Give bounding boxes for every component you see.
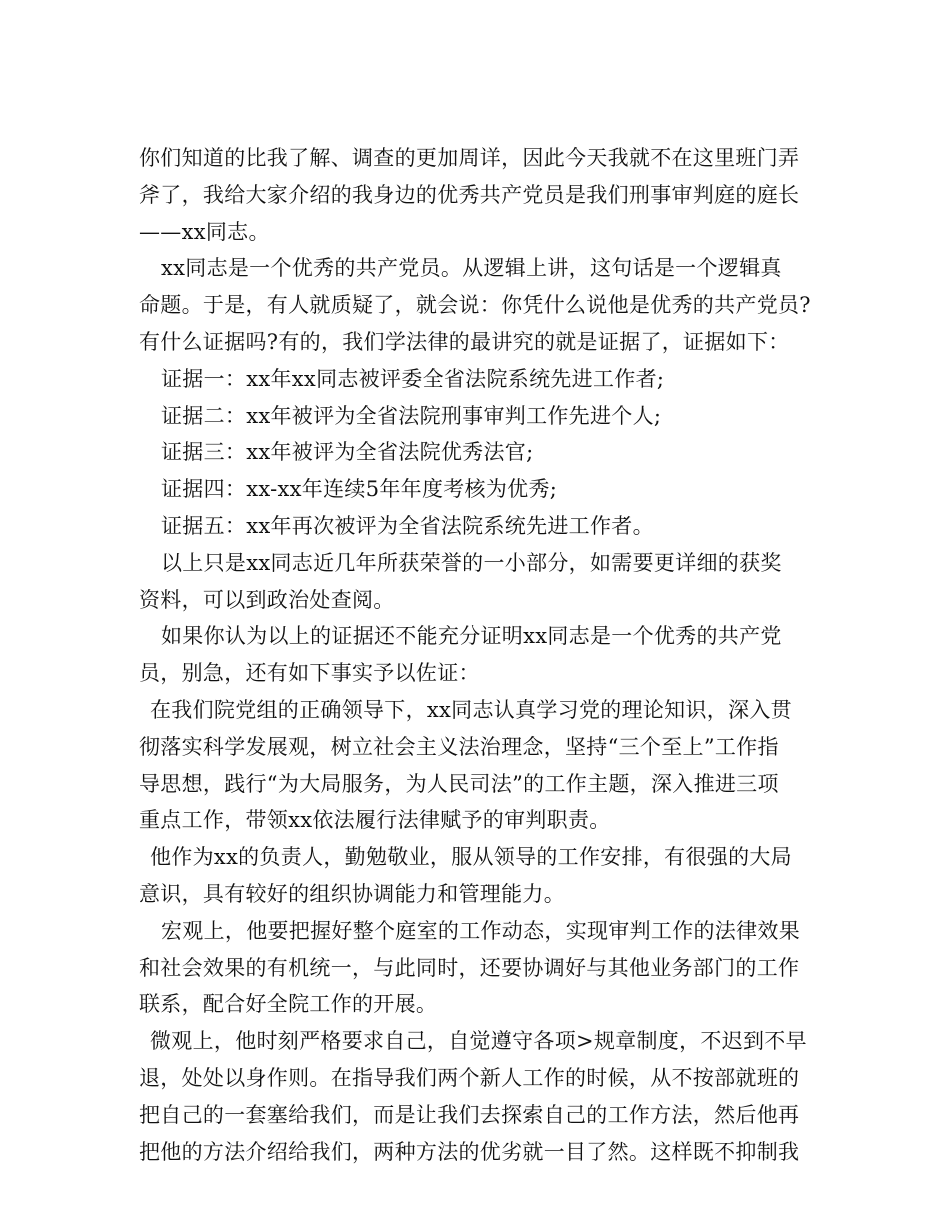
text-line: 斧了，我给大家介绍的我身边的优秀共产党员是我们刑事审判庭的庭长 — [139, 182, 800, 207]
text-line: 和社会效果的有机统一，与此同时，还要协调好与其他业务部门的工作 — [139, 955, 800, 980]
text-line: xx同志是一个优秀的共产党员。从逻辑上讲，这句话是一个逻辑真 — [161, 256, 782, 281]
text-line: 彻落实科学发展观，树立社会主义法治理念，坚持“三个至上”工作指 — [139, 734, 779, 759]
text-line: 资料，可以到政治处查阅。 — [139, 587, 395, 612]
text-line: 把自己的一套塞给我们，而是让我们去探索自己的工作方法，然后他再 — [139, 1102, 800, 1127]
text-line: 在我们院党组的正确领导下，xx同志认真学习党的理论知识，深入贯 — [150, 697, 792, 722]
text-line: 证据五：xx年再次被评为全省法院系统先进工作者。 — [161, 513, 654, 538]
text-line: 微观上，他时刻严格要求自己，自觉遵守各项>规章制度，不迟到不早 — [150, 1029, 807, 1054]
document-body — [139, 140, 829, 1170]
text-line: 联系，配合好全院工作的开展。 — [139, 992, 438, 1017]
text-line: 员，别急，还有如下事实予以佐证： — [139, 661, 480, 686]
text-line: 命题。于是，有人就质疑了，就会说：你凭什么说他是优秀的共产党员? — [139, 293, 811, 318]
text-line: 如果你认为以上的证据还不能充分证明xx同志是一个优秀的共产党 — [161, 624, 782, 649]
text-line: 他作为xx的负责人，勤勉敬业，服从领导的工作安排，有很强的大局 — [150, 845, 792, 870]
text-line: 重点工作，带领xx依法履行法律赋予的审判职责。 — [139, 808, 611, 833]
text-line: 以上只是xx同志近几年所获荣誉的一小部分，如需要更详细的获奖 — [161, 550, 782, 575]
text-line: 证据三：xx年被评为全省法院优秀法官; — [161, 440, 534, 465]
text-line: 你们知道的比我了解、调查的更加周详，因此今天我就不在这里班门弄 — [139, 146, 800, 170]
text-line: 宏观上，他要把握好整个庭室的工作动态，实现审判工作的法律效果 — [161, 918, 800, 943]
text-line: 退，处处以身作则。在指导我们两个新人工作的时候，从不按部就班的 — [139, 1065, 800, 1090]
text-line: 证据二：xx年被评为全省法院刑事审判工作先进个人; — [161, 403, 662, 428]
text-line: 意识，具有较好的组织协调能力和管理能力。 — [139, 881, 565, 906]
text-line: 证据四：xx-xx年连续5年年度考核为优秀; — [161, 477, 558, 502]
text-line: 有什么证据吗?有的，我们学法律的最讲究的就是证据了，证据如下： — [139, 329, 790, 354]
text-line: 把他的方法介绍给我们，两种方法的优劣就一目了然。这样既不抑制我 — [139, 1139, 800, 1164]
text-line: ——xx同志。 — [139, 219, 270, 244]
text-line: 导思想，践行“为大局服务，为人民司法”的工作主题，深入推进三项 — [139, 771, 779, 796]
text-line: 证据一：xx年xx同志被评委全省法院系统先进工作者; — [161, 366, 665, 391]
